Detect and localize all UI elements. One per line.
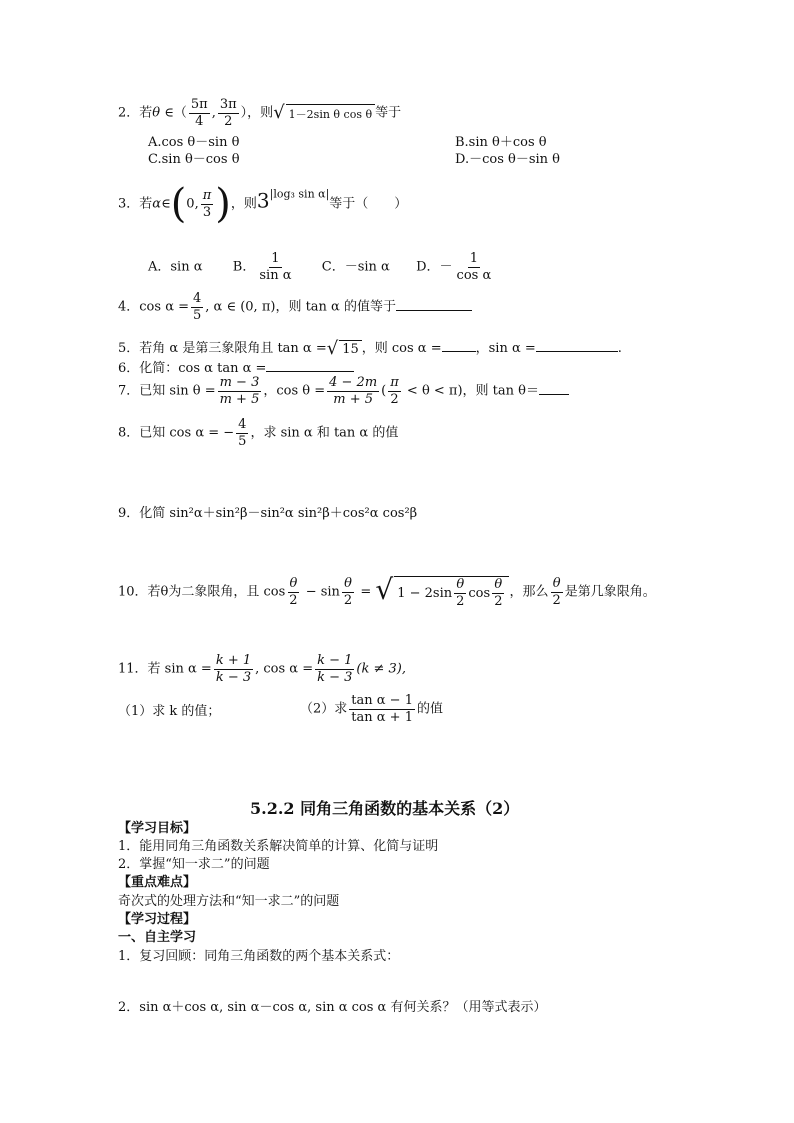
q2-option-d: D.－cos θ－sin θ	[455, 152, 560, 167]
q10-sqrt: √ 1 − 2sin $\frac{\theta}{2}$ cos $\frac{\theta}{2}$	[375, 576, 509, 608]
q11-sub2: （2）求 $\frac{\text{tan α − 1}}{\text{tan α + 1}}$ 的值	[300, 693, 443, 725]
q7-line: 7．已知 sin θ = $\frac{m - 3}{m + 5}$ ，cos θ = $\frac{4 - 2m}{m + 5}$ ( $\frac{\pi}{2}$ < θ < π)，则 tan θ＝	[118, 376, 569, 406]
process-heading: 【学习过程】	[118, 912, 197, 927]
goals-heading: 【学习目标】	[118, 821, 197, 836]
q3-exponent: |log₃ sin α|	[269, 187, 330, 201]
q2-option-c: C.sin θ－cos θ	[148, 152, 240, 167]
review-line: 1．复习回顾：同角三角函数的两个基本关系式：	[118, 949, 400, 964]
q6-line: 6．化简：cos α tan α =	[118, 359, 354, 375]
q6-answer-blank[interactable]	[266, 359, 354, 372]
q4-line: 4．cos α = $\frac{4}{5}$ , α ∈ (0, π)，则 tan α 的值等于	[118, 292, 472, 322]
q2-frac-1: $\frac{5\pi}{4}$	[190, 97, 208, 129]
relation-question: 2．sin α＋cos α, sin α－cos α, sin α cos α 有何关系？（用等式表示）	[118, 1000, 547, 1015]
q3-frac-pi3: $\frac{\pi}{3}$	[202, 187, 212, 220]
q3-options: A．sin α B． $\frac{1}{\text{sin α}}$ C．－sin α D．－ $\frac{1}{\text{cos α}}$	[148, 251, 492, 283]
q7-answer-blank[interactable]	[539, 382, 569, 395]
key-points-text: 奇次式的处理方法和“知一求二”的问题	[118, 894, 340, 909]
q11-line: 11．若 sin α = $\frac{k + 1}{k - 3}$ , cos α = $\frac{k - 1}{k - 3}$ (k ≠ 3),	[118, 653, 407, 685]
q5-line: 5．若角 α 是第三象限角且 tan α = √ 15 ，则 cos α = ，sin α = .	[118, 337, 622, 359]
q8-line: 8．已知 cos α = − $\frac{4}{5}$ ，求 sin α 和 tan α 的值	[118, 417, 399, 449]
q2-line: 2．若θ ∈（ $\frac{5\pi}{4}$ , $\frac{3\pi}{2}$ ），则 √ 1－2sin θ cos θ 等于	[118, 97, 402, 129]
q2-sqrt: √ 1－2sin θ cos θ	[273, 104, 375, 122]
self-study-heading: 一、自主学习	[118, 930, 197, 945]
q10-line: 10．若θ为二象限角，且 cos $\frac{\theta}{2}$ − sin $\frac{\theta}{2}$ = √ 1 − 2sin $\frac{\theta}{2}$ cos $\frac{\theta}{2}$ ，那么 $\frac{\theta}{2}$ 是第几象限角。	[118, 573, 656, 609]
q2-option-b: B.sin θ＋cos θ	[455, 135, 547, 150]
q4-answer-blank[interactable]	[396, 298, 472, 311]
key-points-heading: 【重点难点】	[118, 875, 197, 890]
q5-cos-blank[interactable]	[442, 339, 476, 352]
q9-line: 9．化简 sin²α＋sin²β－sin²α sin²β＋cos²α cos²β	[118, 506, 418, 521]
q2-prefix: 2．若	[118, 105, 153, 121]
q2-theta: θ	[152, 105, 161, 121]
q11-sub1: （1）求 k 的值；	[118, 704, 221, 719]
q2-in: ∈（	[160, 105, 187, 121]
section-title: 5.2.2 同角三角函数的基本关系（2）	[250, 799, 520, 818]
q3-line: 3．若α∈(0, $\frac{\pi}{3}$ )，则$3^{|log_3 sin \alpha|}$等于（ ）	[118, 181, 408, 227]
q2-frac-2: $\frac{3\pi}{2}$	[219, 97, 237, 129]
q5-sin-blank[interactable]	[536, 339, 618, 352]
q2-option-a: A.cos θ－sin θ	[148, 135, 240, 150]
goal-1: 1．能用同角三角函数关系解决简单的计算、化简与证明	[118, 839, 439, 854]
goal-2: 2．掌握“知一求二”的问题	[118, 857, 270, 872]
